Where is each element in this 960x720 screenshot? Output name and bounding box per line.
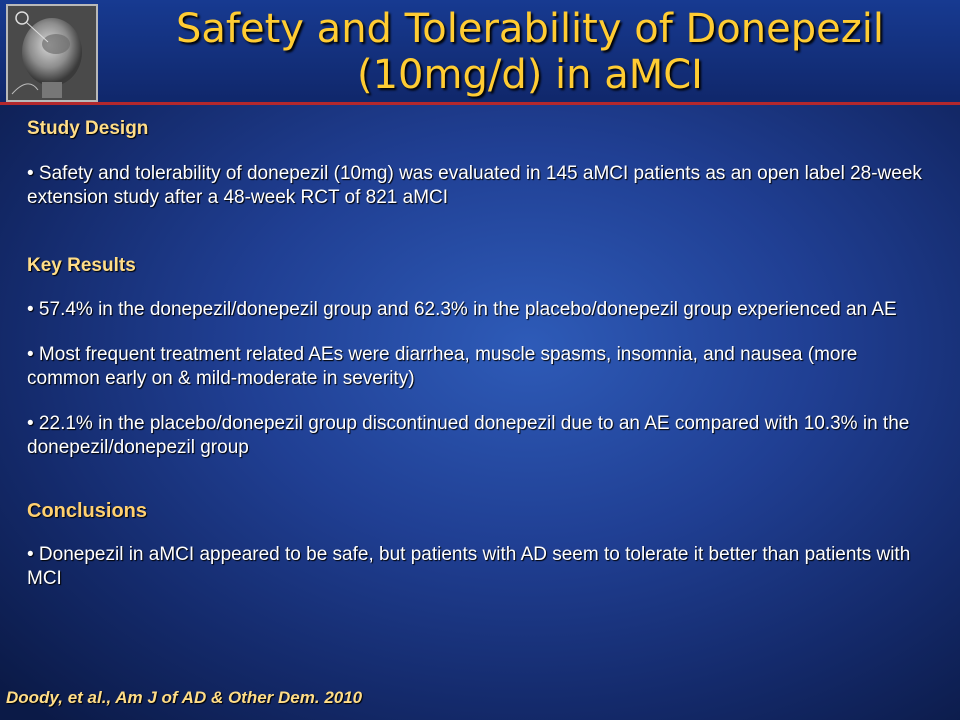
title-line-2: (10mg/d) in aMCI [357, 52, 703, 98]
citation: Doody, et al., Am J of AD & Other Dem. 2010 [6, 688, 363, 707]
bullet-key-result-1: • 57.4% in the donepezil/donepezil group and 62.3% in the placebo/donepezil group experienced an AE [27, 299, 897, 320]
heading-key-results: Key Results [27, 255, 136, 276]
bullet-conclusion: • Donepezil in aMCI appeared to be safe, but patients with AD seem to tolerate it better than patients with MCI [27, 544, 911, 589]
slide-title [100, 6, 960, 98]
brain-logo-icon [6, 4, 98, 102]
title-line-1: Safety and Tolerability of Donepezil [176, 6, 884, 52]
title-divider [0, 102, 960, 105]
bullet-key-result-2: • Most frequent treatment related AEs were diarrhea, muscle spasms, insomnia, and nausea (more common early on & mild-moderate in severity) [27, 344, 858, 389]
bullet-study-design: • Safety and tolerability of donepezil (10mg) was evaluated in 145 aMCI patients as an open label 28-week extension study after a 48-week RCT of 821 aMCI [27, 163, 922, 208]
heading-study-design: Study Design [27, 118, 149, 139]
heading-conclusions: Conclusions [27, 500, 148, 522]
slide-body [27, 118, 927, 591]
bullet-key-result-3: • 22.1% in the placebo/donepezil group discontinued donepezil due to an AE compared with 10.3% in the donepezil/donepezil group [27, 413, 910, 458]
